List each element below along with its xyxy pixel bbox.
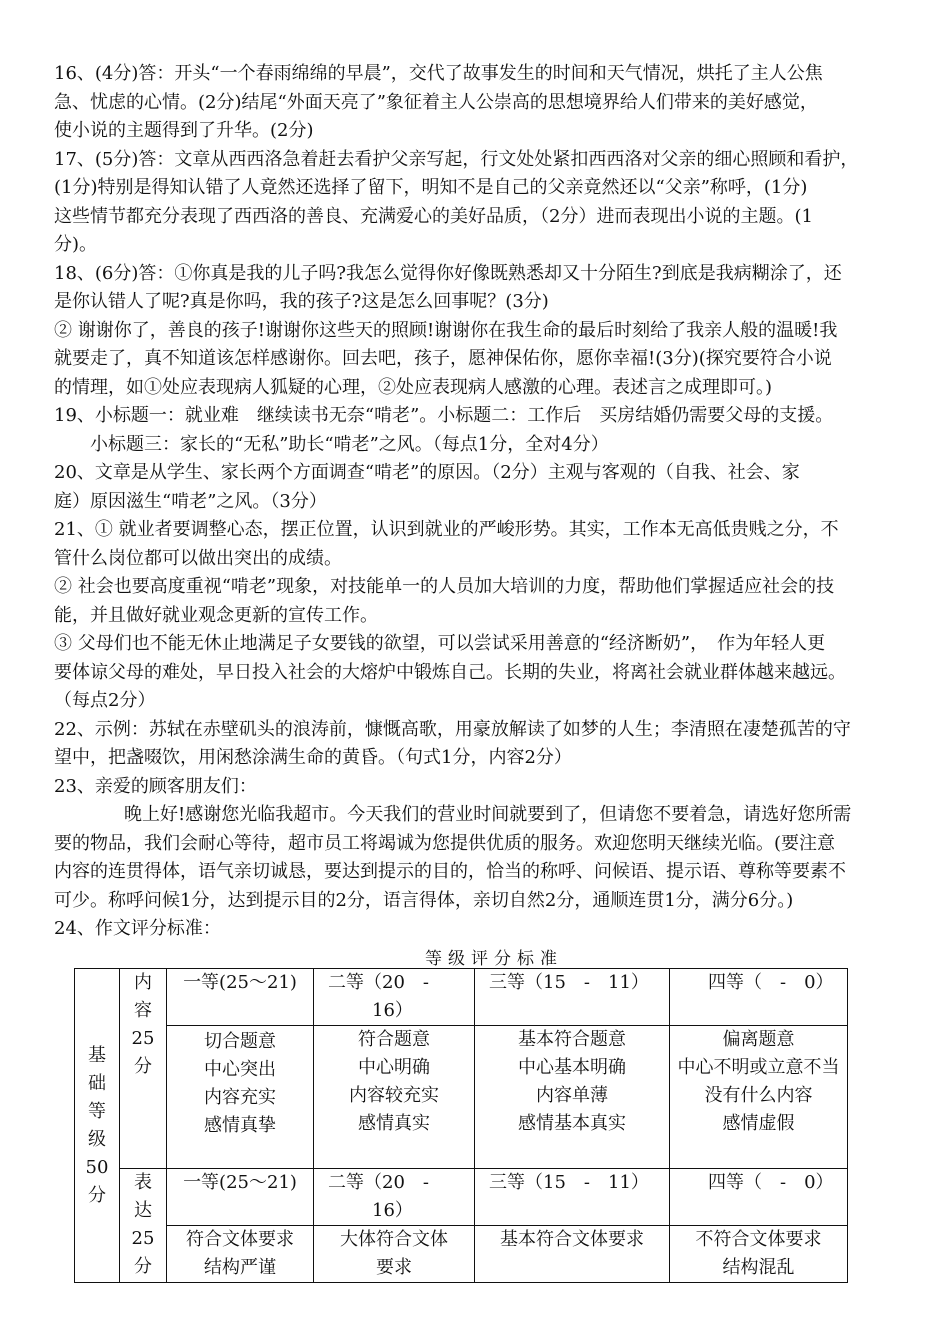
category-char: 级 <box>88 1128 106 1150</box>
category-char: 50 <box>85 1156 109 1178</box>
text-line: 晚上好!感谢您光临我超市。今天我们的营业时间就要到了，但请您不要着急，请选好您所需 <box>124 804 852 825</box>
category-char: 分 <box>88 1184 106 1206</box>
grade-1-label: 一等(25～21) <box>183 1172 297 1193</box>
text-line: 23、亲爱的顾客朋友们： <box>54 775 257 797</box>
content-label-char: 内 <box>134 972 152 993</box>
criterion: 内容单薄 <box>536 1085 608 1106</box>
criterion: 中心基本明确 <box>518 1057 626 1078</box>
text-line: 内容的连贯得体，语气亲切诚恳，要达到提示的目的，恰当的称呼、问候语、提示语、尊称等要素不 <box>54 861 846 882</box>
grade-header <box>475 1169 670 1226</box>
text-line: (1分)特别是得知认错了人竟然还选择了留下，明知不是自己的父亲竟然还以“父亲”称呼，(1分) <box>54 177 808 198</box>
grade-header <box>670 1169 848 1226</box>
expression-label-char: 表 <box>134 1172 152 1193</box>
criterion: 结构混乱 <box>722 1257 795 1278</box>
content-label-char: 分 <box>134 1056 152 1077</box>
grade-2-label-cont: 16） <box>372 1000 413 1021</box>
expression-label-char: 25 <box>131 1228 155 1249</box>
text-line: （每点2分） <box>54 690 156 711</box>
grade-header <box>167 1169 314 1226</box>
category-char: 础 <box>88 1072 106 1094</box>
text-line: 要的物品，我们会耐心等待，超市员工将竭诚为您提供优质的服务。欢迎您明天继续光临。(要注意 <box>54 832 836 854</box>
expression-grade-2 <box>314 1226 475 1283</box>
criterion: 内容充实 <box>204 1087 276 1108</box>
content-label-char: 容 <box>134 1000 152 1021</box>
content-grade-2 <box>314 1026 475 1169</box>
criterion: 符合文体要求 <box>186 1229 294 1250</box>
grade-3-label: 三等（15 - 11） <box>489 1172 649 1193</box>
criterion: 结构严谨 <box>204 1257 276 1278</box>
text-line: 可少。称呼问候1分，达到提示目的2分，语言得体，亲切自然2分，通顺连贯1分，满分6分。) <box>54 889 794 911</box>
content-grade-3 <box>475 1026 670 1169</box>
grading-table <box>74 968 848 1283</box>
criterion: 不符合文体要求 <box>695 1229 822 1250</box>
expression-label-char: 达 <box>134 1200 152 1221</box>
criterion: 没有什么内容 <box>704 1085 813 1106</box>
text-line: 能，并且做好就业观念更新的宣传工作。 <box>54 604 378 626</box>
category-char: 基 <box>88 1044 106 1066</box>
criterion: 要求 <box>376 1257 412 1278</box>
criterion: 符合题意 <box>358 1029 430 1050</box>
category-cell <box>75 969 120 1283</box>
grade-1-label: 一等(25～21) <box>183 972 297 993</box>
criterion: 感情真挚 <box>204 1115 276 1136</box>
text-line: 就要走了，真不知道该怎样感谢你。回去吧，孩子，愿神保佑你，愿你幸福!(3分)(探究要符合小说 <box>54 348 832 369</box>
grade-2-label-cont: 16） <box>372 1200 413 1221</box>
text-line: 21、① 就业者要调整心态，摆正位置，认识到就业的严峻形势。其实，工作本无高低贵贱之分，不 <box>54 519 839 540</box>
text-line: 17、(5分)答：文章从西西洛急着赶去看护父亲写起，行文处处紧扣西西洛对父亲的细心照顾和看护， <box>54 148 859 170</box>
grade-header <box>167 969 314 1026</box>
criterion: 基本符合题意 <box>518 1029 626 1050</box>
text-line: 20、文章是从学生、家长两个方面调查“啃老”的原因。（2分）主观与客观的（自我、社会、家 <box>54 462 800 483</box>
criterion: 内容较充实 <box>349 1085 439 1106</box>
criterion: 中心不明或立意不当 <box>677 1057 840 1078</box>
expression-label-cell <box>120 1169 167 1283</box>
grade-header <box>314 1169 475 1226</box>
content-grade-1 <box>167 1026 314 1169</box>
text-line: 24、作文评分标准： <box>54 918 221 939</box>
expression-grade-4 <box>670 1226 848 1283</box>
criterion: 大体符合文体 <box>340 1229 448 1250</box>
criterion: 感情真实 <box>358 1113 430 1134</box>
text-line: 18、(6分)答：①你真是我的儿子吗?我怎么觉得你好像既熟悉却又十分陌生?到底是我病糊涂了，还 <box>54 262 842 284</box>
grade-4-label: 四等（ - 0） <box>708 972 834 993</box>
text-line: 使小说的主题得到了升华。(2分) <box>54 120 314 141</box>
grade-4-label: 四等（ - 0） <box>708 1172 834 1193</box>
table-caption: 等级评分标准 <box>425 948 563 969</box>
criterion: 基本符合文体要求 <box>500 1229 644 1250</box>
expression-label-char: 分 <box>134 1256 152 1277</box>
expression-grade-1 <box>167 1226 314 1283</box>
criterion: 中心突出 <box>204 1059 276 1080</box>
criterion: 中心明确 <box>358 1057 430 1078</box>
criterion: 偏离题意 <box>722 1029 795 1050</box>
category-char: 等 <box>88 1100 106 1122</box>
answer-text <box>54 60 904 972</box>
text-line: 望中，把盏啜饮，用闲愁涂满生命的黄昏。（句式1分，内容2分） <box>54 747 572 768</box>
expression-grade-3 <box>475 1226 670 1283</box>
text-line: ② 谢谢你了，善良的孩子!谢谢你这些天的照顾!谢谢你在我生命的最后时刻给了我亲人般的温暖!我 <box>54 319 838 341</box>
text-line: 急、忧虑的心情。(2分)结尾“外面天亮了”象征着主人公崇高的思想境界给人们带来的美好感觉， <box>54 91 818 113</box>
criterion: 感情基本真实 <box>518 1113 626 1134</box>
grade-header <box>314 969 475 1026</box>
grade-header <box>475 969 670 1026</box>
text-line: 16、(4分)答：开头“一个春雨绵绵的早晨”，交代了故事发生的时间和天气情况，烘托了主人公焦 <box>54 63 823 84</box>
text-line: 庭）原因滋生“啃老”之风。（3分） <box>54 490 327 512</box>
grade-3-label: 三等（15 - 11） <box>489 972 649 993</box>
text-line: 22、示例：苏轼在赤壁矶头的浪涛前，慷慨高歌，用豪放解读了如梦的人生；李清照在凄楚孤苦的守 <box>54 718 851 740</box>
text-line: 要体谅父母的难处，早日投入社会的大熔炉中锻炼自己。长期的失业，将离社会就业群体越来越远。 <box>54 661 846 683</box>
grade-header <box>670 969 848 1026</box>
text-line: 的情理，如①处应表现病人狐疑的心理，②处应表现病人感激的心理。表述言之成理即可。) <box>54 376 773 398</box>
text-line: 小标题三：家长的“无私”助长“啃老”之风。（每点1分，全对4分） <box>90 433 609 455</box>
content-label-char: 25 <box>131 1028 155 1049</box>
text-line: 分)。 <box>54 234 98 255</box>
grade-2-label: 二等（20 - <box>328 972 429 993</box>
text-line: 管什么岗位都可以做出突出的成绩。 <box>54 547 342 569</box>
text-line: ③ 父母们也不能无休止地满足子女要钱的欲望，可以尝试采用善意的“经济断奶”， 作为年轻人更 <box>54 633 826 654</box>
content-grade-4 <box>670 1026 848 1169</box>
text-line: 19、小标题一：就业难 继续读书无奈“啃老”。小标题二：工作后 买房结婚仍需要父母的支援。 <box>54 405 834 426</box>
criterion: 感情虚假 <box>722 1113 795 1134</box>
text-line: 这些情节都充分表现了西西洛的善良、充满爱心的美好品质，（2分）进而表现出小说的主题。(1 <box>54 205 813 227</box>
criterion: 切合题意 <box>204 1031 276 1052</box>
content-label-cell <box>120 969 167 1169</box>
text-line: 是你认错人了呢?真是你吗，我的孩子?这是怎么回事呢？(3分) <box>54 291 549 312</box>
grade-2-label: 二等（20 - <box>328 1172 429 1193</box>
text-line: ② 社会也要高度重视“啃老”现象，对技能单一的人员加大培训的力度，帮助他们掌握适应社会的技 <box>54 576 835 597</box>
